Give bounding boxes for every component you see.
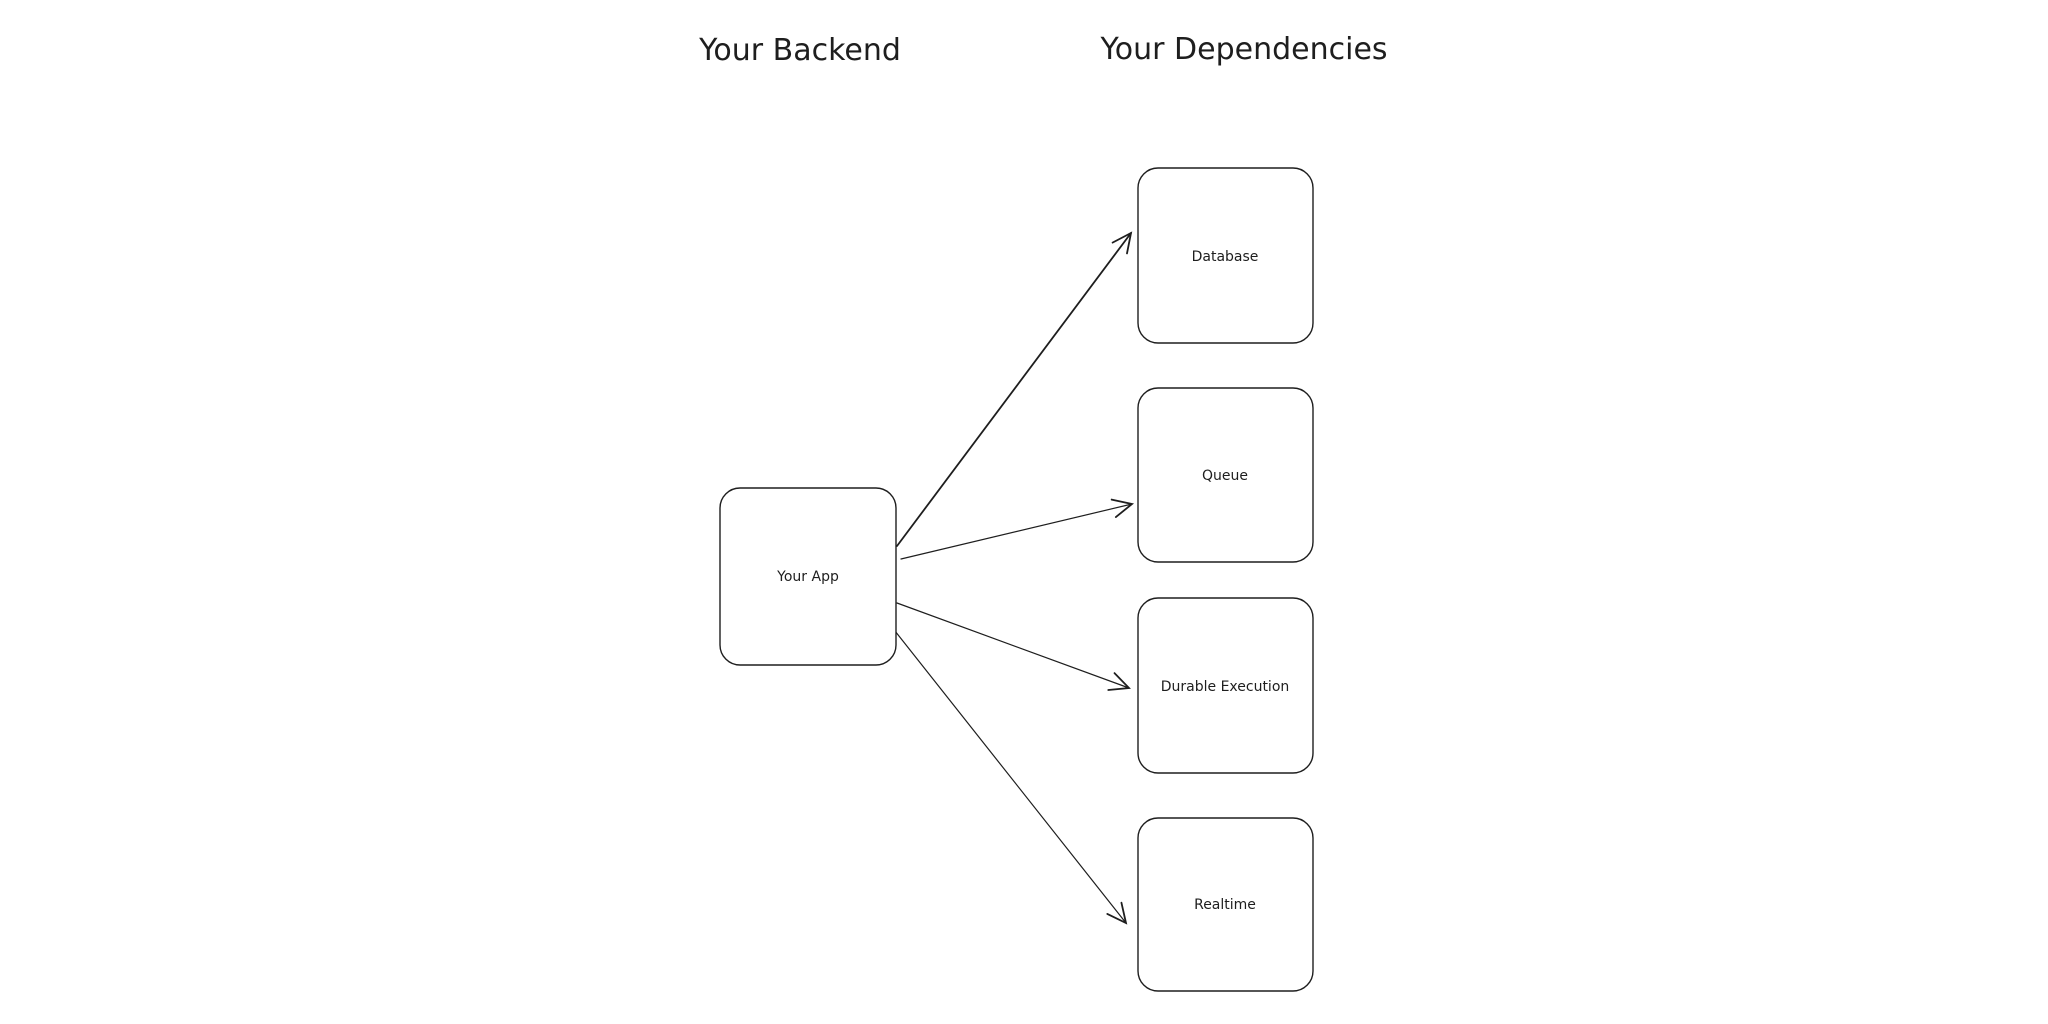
node-durable-execution xyxy=(1138,598,1313,773)
node-realtime xyxy=(1138,818,1313,991)
node-database-label: Database xyxy=(1191,249,1259,265)
edge-your-app-to-database xyxy=(897,233,1131,546)
edge-group xyxy=(895,233,1132,923)
node-queue xyxy=(1138,388,1313,562)
column-title-your-dependencies: Your Dependencies xyxy=(1100,32,1388,67)
node-realtime-label: Realtime xyxy=(1194,897,1256,913)
column-title-your-backend: Your Backend xyxy=(699,33,901,68)
edge-your-app-to-durable-execution xyxy=(897,603,1129,688)
node-your-app-label: Your App xyxy=(777,569,839,585)
node-database xyxy=(1138,168,1313,343)
node-your-app xyxy=(720,488,896,665)
edge-your-app-to-queue xyxy=(901,504,1132,559)
node-durable-execution-label: Durable Execution xyxy=(1160,679,1290,695)
node-queue-label: Queue xyxy=(1202,468,1248,484)
